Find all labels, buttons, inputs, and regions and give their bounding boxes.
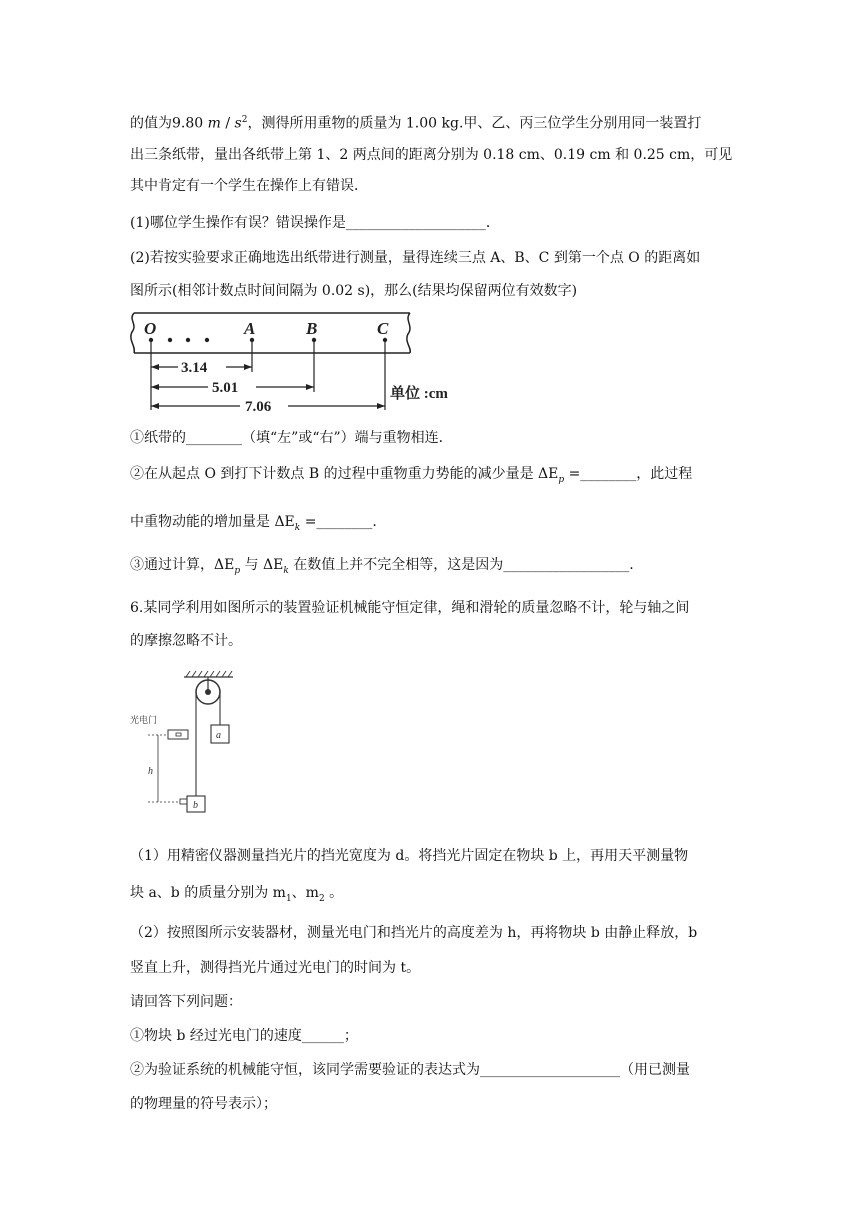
step-2-line: （2）按照图所示安装器材，测量光电门和挡光片的高度差为 h，再将物块 b 由静止释放，b bbox=[130, 925, 698, 941]
step-1-line: 块 a、b 的质量分别为 $m_1$、$m_2$ 。 bbox=[130, 885, 344, 904]
tape-dot bbox=[168, 338, 172, 342]
distance-ob-label: 5.01 bbox=[212, 380, 239, 396]
shutter-plate bbox=[180, 799, 187, 804]
sub-question-3: ③通过计算，$\Delta E_p$ 与 $\Delta E_k$ 在数值上并不完全相等，这是因为__________________. bbox=[130, 557, 634, 576]
question-2-line: (2)若按实验要求正确地选出纸带进行测量，量得连续三点 A、B、C 到第一个点 O 的距离如 bbox=[130, 250, 701, 266]
tape-dot bbox=[205, 338, 209, 342]
photogate-label: 光电门 bbox=[130, 715, 158, 725]
point-label-b: B bbox=[306, 319, 318, 338]
tape-left-torn-edge bbox=[131, 313, 134, 353]
paragraph-line: 的值为9.80 m / $s^2$，测得所用重物的质量为 1.00 kg.甲、乙、丙三位学生分别用同一装置打 bbox=[130, 115, 702, 132]
answer-2-line: ②为验证系统的机械能守恒，该同学需要验证的表达式为____________________（用已测量 bbox=[130, 1062, 690, 1078]
sub-question-2-line: ②在从起点 O 到打下计数点 B 的过程中重物重力势能的减少量是 $\Delta E_p$ =________，此过程 bbox=[130, 466, 693, 485]
paragraph-line: 其中肯定有一个学生在操作上有错误． bbox=[130, 178, 368, 194]
step-1-line: （1）用精密仪器测量挡光片的挡光宽度为 d。将挡光片固定在物块 b 上，再用天平测量物 bbox=[130, 848, 689, 864]
question-1: (1)哪位学生操作有误？错误操作是____________________． bbox=[130, 215, 500, 231]
point-label-o: O bbox=[144, 319, 157, 338]
block-b-label: b bbox=[193, 800, 198, 811]
paragraph-line: 出三条纸带，量出各纸带上第 1、2 两点间的距离分别为 0.18 cm、0.19 cm 和 0.25 cm，可见 bbox=[130, 147, 733, 163]
question-6-line: 6.某同学利用如图所示的装置验证机械能守恒定律，绳和滑轮的质量忽略不计，轮与轴之间 bbox=[130, 600, 690, 616]
tape-right-torn-edge bbox=[407, 313, 410, 353]
question-2-line: 图所示(相邻计数点时间间隔为 0.02 s)，那么(结果均保留两位有效数字) bbox=[130, 283, 578, 299]
answer-2-line: 的物理量的符号表示）； bbox=[130, 1096, 277, 1112]
step-2-line: 竖直上升，测得挡光片通过光电门的时间为 t。 bbox=[130, 960, 421, 976]
photogate bbox=[168, 730, 188, 739]
question-6-line: 的摩擦忽略不计。 bbox=[130, 633, 242, 649]
distance-oa-label: 3.14 bbox=[181, 360, 208, 376]
sub-question-1: ①纸带的________（填“左”或“右”）端与重物相连． bbox=[130, 430, 453, 446]
answer-1: ①物块 b 经过光电门的速度______； bbox=[130, 1028, 358, 1044]
unit-label: 单位 :cm bbox=[390, 386, 448, 402]
tape-dot bbox=[186, 338, 190, 342]
block-a-label: a bbox=[216, 730, 221, 741]
sub-question-2-line: 中重物动能的增加量是 $\Delta E_k$ =________. bbox=[130, 514, 377, 533]
height-label: h bbox=[148, 766, 153, 777]
distance-oc-label: 7.06 bbox=[245, 399, 272, 415]
point-label-a: A bbox=[244, 319, 256, 338]
answer-prompt: 请回答下列问题： bbox=[130, 994, 242, 1010]
point-label-c: C bbox=[377, 319, 389, 338]
pulley-apparatus-figure bbox=[130, 668, 255, 818]
paper-tape-figure bbox=[128, 310, 448, 415]
